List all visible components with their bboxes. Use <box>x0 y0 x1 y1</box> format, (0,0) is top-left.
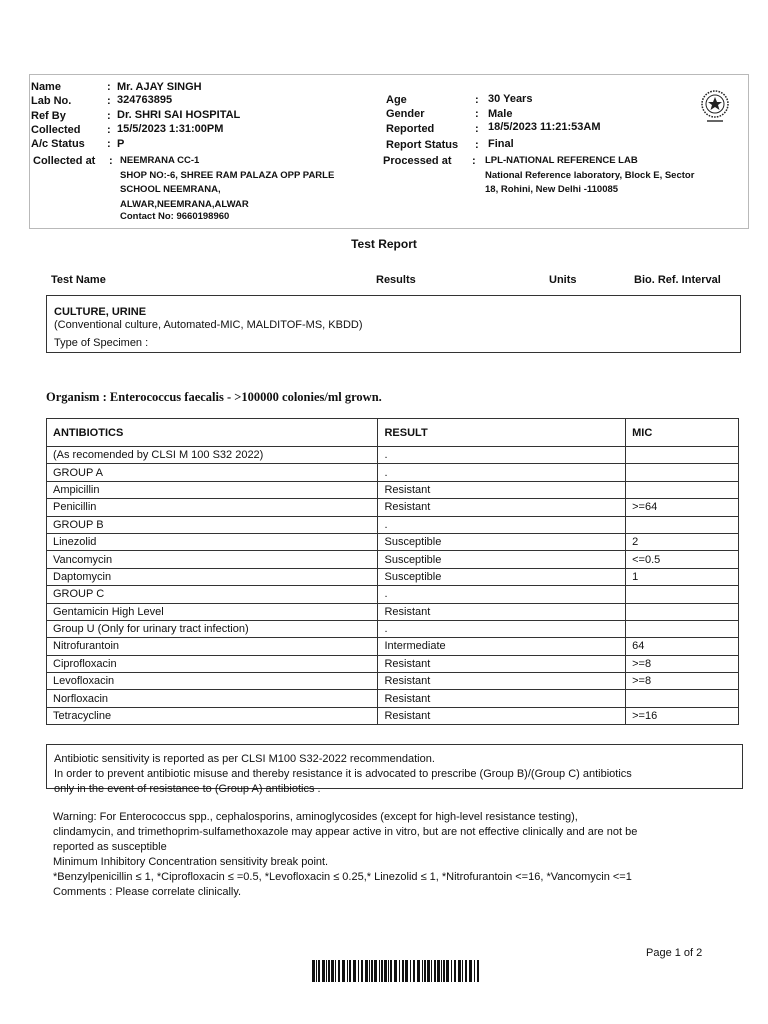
organism-line: Organism : Enterococcus faecalis - >100000 colonies/ml grown. <box>46 390 382 404</box>
lab-seal-icon <box>696 88 734 126</box>
lab-no-label: Lab No. <box>31 95 72 107</box>
result-cell: . <box>378 516 626 533</box>
table-row <box>47 655 739 672</box>
result-cell: Resistant <box>378 603 626 620</box>
result-cell: Resistant <box>378 690 626 707</box>
result-cell: Resistant <box>378 673 626 690</box>
table-row <box>47 586 739 603</box>
mic-cell: <=0.5 <box>626 551 739 568</box>
lab-no-value: 324763895 <box>117 94 173 106</box>
result-cell: Resistant <box>378 707 626 724</box>
barcode-bar <box>347 960 348 982</box>
result-cell: . <box>378 620 626 637</box>
note-line: Antibiotic sensitivity is reported as per CLSI M100 S32-2022 recommendation. <box>54 753 435 765</box>
mic-cell <box>626 447 739 464</box>
result-cell: . <box>378 447 626 464</box>
colon: : <box>107 81 111 93</box>
test-name: CULTURE, URINE <box>54 306 147 318</box>
processed-at-line: LPL-NATIONAL REFERENCE LAB <box>485 155 638 166</box>
barcode-bar <box>477 960 479 982</box>
result-cell: Resistant <box>378 655 626 672</box>
name-value: Mr. AJAY SINGH <box>117 81 202 93</box>
barcode-bar <box>443 960 445 982</box>
table-row <box>47 533 739 550</box>
barcode-bar <box>417 960 420 982</box>
table-row <box>47 673 739 690</box>
barcode-bar <box>312 960 315 982</box>
table-row <box>47 568 739 585</box>
barcode-bar <box>413 960 415 982</box>
mic-cell: 1 <box>626 568 739 585</box>
collected-label: Collected <box>31 124 81 136</box>
barcode-bar <box>338 960 340 982</box>
barcode-bar <box>465 960 467 982</box>
antibiotic-name: (As recomended by CLSI M 100 S32 2022) <box>47 447 378 464</box>
warning-line: Warning: For Enterococcus spp., cephalosporins, aminoglycosides (except for high-level resistance testing), <box>53 811 578 823</box>
barcode-bar <box>469 960 472 982</box>
barcode-bar <box>390 960 392 982</box>
gender-value: Male <box>488 108 513 120</box>
barcode-bar <box>342 960 345 982</box>
mic-cell: >=8 <box>626 655 739 672</box>
mic-cell: >=64 <box>626 499 739 516</box>
reported-label: Reported <box>386 123 435 135</box>
warning-line: reported as susceptible <box>53 841 167 853</box>
colon: : <box>475 108 479 120</box>
result-cell: Resistant <box>378 481 626 498</box>
result-cell: Susceptible <box>378 568 626 585</box>
barcode-bar <box>358 960 359 982</box>
barcode-bar <box>458 960 461 982</box>
table-header-row <box>47 419 739 447</box>
barcode-bar <box>434 960 436 982</box>
collected-at-line: NEEMRANA CC-1 <box>120 155 200 166</box>
result-cell: Resistant <box>378 499 626 516</box>
antibiotic-name: Ampicillin <box>47 481 378 498</box>
barcode-bar <box>431 960 432 982</box>
result-cell: . <box>378 464 626 481</box>
report-title: Test Report <box>351 237 417 251</box>
barcode-bar <box>441 960 442 982</box>
barcode-bar <box>349 960 351 982</box>
processed-at-line: 18, Rohini, New Delhi -110085 <box>485 184 619 195</box>
comments: Comments : Please correlate clinically. <box>53 886 242 898</box>
table-row <box>47 620 739 637</box>
barcode-bar <box>427 960 430 982</box>
barcode-bar <box>322 960 325 982</box>
antibiotic-name: Norfloxacin <box>47 690 378 707</box>
antibiotic-name: GROUP C <box>47 586 378 603</box>
antibiotic-name: Gentamicin High Level <box>47 603 378 620</box>
barcode-bar <box>374 960 377 982</box>
barcode-bar <box>474 960 475 982</box>
barcode-bar <box>410 960 411 982</box>
page-number: Page 1 of 2 <box>646 947 703 959</box>
mic-cell <box>626 481 739 498</box>
col-units: Units <box>549 274 577 286</box>
contact-no: Contact No: 9660198960 <box>120 211 230 222</box>
mic-cell <box>626 690 739 707</box>
antibiotic-name: Tetracycline <box>47 707 378 724</box>
mic-cell <box>626 620 739 637</box>
barcode-bar <box>328 960 330 982</box>
barcode-bar <box>316 960 317 982</box>
table-row <box>47 447 739 464</box>
barcode-bar <box>365 960 368 982</box>
ac-status-label: A/c Status <box>31 138 85 150</box>
result-cell: Susceptible <box>378 533 626 550</box>
barcode-bar <box>371 960 373 982</box>
gender-label: Gender <box>386 108 425 120</box>
antibiotic-name: Vancomycin <box>47 551 378 568</box>
barcode-bar <box>335 960 336 982</box>
mic-cell: >=16 <box>626 707 739 724</box>
barcode-bar <box>446 960 449 982</box>
mic-breakpoints: *Benzylpenicillin ≤ 1, *Ciprofloxacin ≤ =0.5, *Levofloxacin ≤ 0.25,* Linezolid ≤ 1, *Nitrofurantoin <=16, *Vancomycin <=1 <box>53 871 632 883</box>
test-method: (Conventional culture, Automated-MIC, MALDITOF-MS, KBDD) <box>54 319 363 331</box>
header-result: RESULT <box>378 419 626 447</box>
barcode-bar <box>402 960 404 982</box>
table-row <box>47 464 739 481</box>
specimen-type: Type of Specimen : <box>54 337 149 349</box>
antibiotic-name: Linezolid <box>47 533 378 550</box>
barcode-bar <box>454 960 456 982</box>
table-row <box>47 551 739 568</box>
processed-at-label: Processed at <box>383 155 452 167</box>
barcode-icon <box>312 960 480 982</box>
antibiotic-name: Nitrofurantoin <box>47 638 378 655</box>
antibiotic-name: Penicillin <box>47 499 378 516</box>
collected-at-label: Collected at <box>33 155 96 167</box>
barcode-bar <box>399 960 400 982</box>
table-row <box>47 638 739 655</box>
col-ref-interval: Bio. Ref. Interval <box>634 274 721 286</box>
table-row <box>47 690 739 707</box>
barcode-bar <box>361 960 363 982</box>
ref-by-label: Ref By <box>31 110 66 122</box>
result-cell: Intermediate <box>378 638 626 655</box>
barcode-bar <box>353 960 356 982</box>
barcode-bar <box>437 960 440 982</box>
warning-block <box>53 810 713 900</box>
barcode-bar <box>394 960 397 982</box>
colon: : <box>107 95 111 107</box>
mic-cell: 64 <box>626 638 739 655</box>
mic-breakpoint-title: Minimum Inhibitory Concentration sensitivity break point. <box>53 856 329 868</box>
col-test-name: Test Name <box>51 274 106 286</box>
barcode-bar <box>331 960 334 982</box>
colon: : <box>475 139 479 151</box>
antibiotic-name: Group U (Only for urinary tract infection) <box>47 620 378 637</box>
colon: : <box>475 123 479 135</box>
barcode-bar <box>326 960 327 982</box>
colon: : <box>107 124 111 136</box>
table-row <box>47 516 739 533</box>
col-results: Results <box>376 274 416 286</box>
mic-cell <box>626 516 739 533</box>
antibiotic-name: Daptomycin <box>47 568 378 585</box>
barcode-bar <box>422 960 423 982</box>
barcode-bar <box>388 960 389 982</box>
report-status-label: Report Status <box>386 139 459 151</box>
age-value: 30 Years <box>488 93 533 105</box>
mic-cell <box>626 603 739 620</box>
table-row <box>47 499 739 516</box>
age-label: Age <box>386 94 407 106</box>
mic-cell: 2 <box>626 533 739 550</box>
barcode-bar <box>369 960 370 982</box>
colon: : <box>107 138 111 150</box>
header-antibiotics: ANTIBIOTICS <box>47 419 378 447</box>
table-row <box>47 603 739 620</box>
collected-at-line: SHOP NO:-6, SHREE RAM PALAZA OPP PARLE <box>120 169 335 181</box>
table-row <box>47 707 739 724</box>
collected-value: 15/5/2023 1:31:00PM <box>117 123 224 135</box>
barcode-bar <box>381 960 383 982</box>
barcode-bar <box>451 960 452 982</box>
note-line: only in the event of resistance to (Group A) antibiotics . <box>54 783 321 795</box>
mic-cell <box>626 464 739 481</box>
table-row <box>47 481 739 498</box>
ac-status-value: P <box>117 138 125 150</box>
barcode-bar <box>405 960 408 982</box>
barcode-bar <box>318 960 320 982</box>
antibiotic-name: Levofloxacin <box>47 673 378 690</box>
header-mic: MIC <box>626 419 739 447</box>
colon: : <box>472 155 476 167</box>
mic-cell <box>626 586 739 603</box>
antibiotic-name: GROUP A <box>47 464 378 481</box>
barcode-bar <box>379 960 380 982</box>
test-box <box>46 295 741 353</box>
mic-cell: >=8 <box>626 673 739 690</box>
colon: : <box>109 155 113 167</box>
colon: : <box>107 110 111 122</box>
warning-line: clindamycin, and trimethoprim-sulfamethoxazole may appear active in vitro, but are not effective clinically and are not be <box>53 826 638 838</box>
report-status-value: Final <box>488 138 514 150</box>
name-label: Name <box>31 81 61 93</box>
processed-at-line: National Reference laboratory, Block E, Sector <box>485 169 695 181</box>
ref-by-value: Dr. SHRI SAI HOSPITAL <box>117 109 241 121</box>
reported-value: 18/5/2023 11:21:53AM <box>488 121 601 133</box>
barcode-bar <box>462 960 463 982</box>
colon: : <box>475 94 479 106</box>
barcode-bar <box>424 960 426 982</box>
result-cell: . <box>378 586 626 603</box>
note-line: In order to prevent antibiotic misuse and thereby resistance it is advocated to prescribe (Group B)/(Group C) antibiotics <box>54 768 632 780</box>
collected-at-line: SCHOOL NEEMRANA, <box>120 184 221 195</box>
sensitivity-note-box <box>46 744 743 795</box>
antibiotics-table <box>46 418 739 725</box>
result-cell: Susceptible <box>378 551 626 568</box>
barcode-bar <box>384 960 387 982</box>
antibiotic-name: Ciprofloxacin <box>47 655 378 672</box>
collected-at-line: ALWAR,NEEMRANA,ALWAR <box>120 198 249 210</box>
antibiotic-name: GROUP B <box>47 516 378 533</box>
